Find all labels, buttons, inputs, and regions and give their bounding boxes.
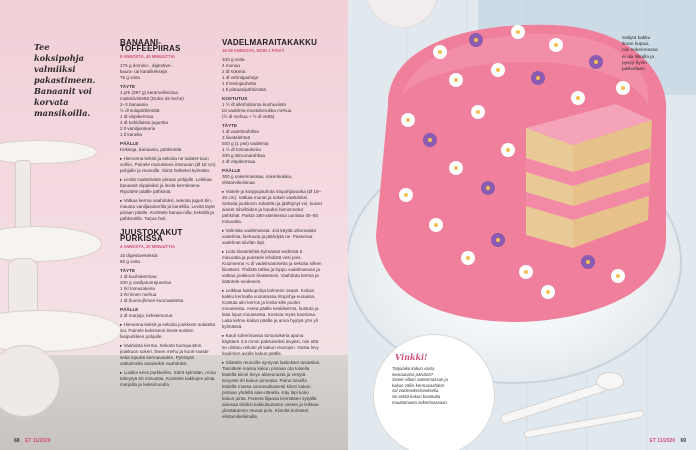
flower-center	[434, 223, 438, 227]
tip-text	[392, 366, 462, 405]
flower-center	[404, 193, 408, 197]
recipe-column-1	[120, 40, 218, 388]
flower-center	[406, 118, 410, 122]
section-label: TÄYTE	[222, 123, 238, 128]
cake-stand-stem-middle	[8, 258, 38, 318]
flower-center	[496, 68, 500, 72]
ingredient: ½ dl sulapähkinöitä	[120, 108, 160, 113]
intro-line: valmiiksi	[34, 64, 76, 74]
ingredient: 1 dl kuohukermaa	[120, 274, 157, 279]
flower-center	[476, 110, 480, 114]
ingredient: 10 digestivekeksiä	[120, 253, 158, 258]
page-number: 69	[680, 438, 686, 444]
flower-center	[474, 38, 478, 42]
ingredient: 300 g sokerimassaa, sokerikukkia,	[222, 174, 293, 179]
section-label: PÄÄLLE	[120, 141, 139, 146]
ingredient: 1 prk (397 g) karamellisoitua	[120, 90, 178, 95]
flower-center	[621, 86, 625, 90]
tip-line: sal voidesokeriseoksella.	[392, 388, 440, 394]
recipe-title: JUUSTOKAKUT PURKISSA	[120, 228, 183, 243]
intro-line: Banaanit voi	[34, 86, 92, 96]
flower-center	[616, 274, 620, 278]
page-footer-right	[649, 438, 686, 444]
step: ▸ Lusikoi seos purkkeihin. Siirrä kylmään. Anna tekeytyä 60 minuuttia. Koristele kakkujen pinta marjoilla ja keksimurulla.	[120, 370, 216, 387]
ingredient: (½ dl mehua + ½ dl vettä)	[222, 114, 275, 119]
ingredient: 1 tl kanelia	[120, 132, 142, 137]
ingredient: 50 g voita	[120, 259, 140, 264]
ingredient: 2 tl vaniljasokeria	[120, 126, 156, 131]
step: ▸ Silottele reunoille syntyvät laskokset tasaisiksi. Tasoittele massa kakun pintaan ota toisella kädellä kiinni levyn alareunasta ja venytä kevyesti irti kakun pinnasta. Paina toisella kädellä massa samanaikaisesti kiinni kakun pintaan yhdellä alas-otteella. Käy läpi koko kakun pinta. Paineta liijaosa kiinnittäen syrjällä alaosaa tiiviiksi kakkulautasen vasten ja leikkaa ylimääräinen reunat pois. Kiinnitä koristeet elintarvikeliimalla.	[222, 360, 321, 419]
tip-line: Tarjoiaiko kakun vasta	[392, 366, 435, 371]
step: ▸ Leikkaa kakkupohja kolmeen osaan. Kokoa kakku kermalla vuoratussa irtopohja-vuoassa. Kostuta alin kerros ja levitä sille puolet moussesta. Aseta päälle keskikerros, kostuta ja laita loput moussesta. Kostuta myös kansiosa. Laita kelmu kakun päälle ja anna hyytyä yön yli kylmässä.	[222, 288, 319, 329]
intro-script	[34, 42, 96, 119]
ingredient: 3 rkl limen mehua	[120, 292, 157, 297]
flower-center	[536, 76, 540, 80]
ingredient: 4 munaa	[222, 63, 240, 68]
flower-center	[594, 60, 598, 64]
flower-center	[506, 148, 510, 152]
cake-cut-face-left	[526, 128, 573, 248]
cake-stand-stem-top	[15, 160, 31, 232]
ingredient: 1 dl vispikermaa	[120, 114, 154, 119]
ingredient: 1 ½ dl alkoholitonta kuohuviiniä	[222, 102, 286, 107]
ingredient: 100 g voita	[222, 57, 245, 62]
recipe-meta: 4 ANNOSTA, 30 MINUUTTIA	[120, 244, 175, 249]
recipe-title: VADELMARAITAKAKKU	[222, 38, 318, 47]
section-label: PÄÄLLE	[222, 168, 241, 173]
recipe-title: BANAANI-TOFFEEPIIRAS	[120, 38, 181, 53]
page-number: 68	[14, 438, 20, 444]
step: ▸ KaulI sokerimassa tomusokeria apuna käyttäen 2,5 mmin paksuiseksi levyksi, niin että se ulottuu reilusti yli kakun reunojen. Nosta levy kaulimen avulla kakun päälle.	[222, 333, 319, 356]
ingredient: 1 dl (luomu)limen kuorraastetta	[120, 298, 184, 303]
step: ▸ Hienonna keksit ja sekoita ne sulatet-tuun voihin. Painele murusseos irtovuoan (Ø 18 cm) pohjalle ja reunoille. Siirrä hetkeksi kylmään.	[120, 156, 216, 173]
ingredient: 2 dl turkkilaista jogurttia	[120, 120, 169, 125]
spoon-bowl	[596, 372, 624, 390]
caption-line: niin sokerimassa	[622, 48, 658, 54]
tip-line: seuraavana päivänä?	[392, 371, 434, 377]
ingredient: 1 ½ dl tomusokeria	[222, 147, 261, 152]
step: ▸ Vatkaa kerma vaahdoksi, sekoita jogurt-tiin, mausta vaniljasokerilla ja kanelilla. Levitä täyte piiraan päälle. Koristele banaa-nilla, keksillä ja pähkinöillä. Tarjoa heti.	[120, 198, 215, 221]
ingredient: tai vadelma-mustaherukka mehua	[222, 108, 292, 113]
step: ▸ Liota liivatelehtiä kylmässä vedessä 5 minuuttia ja puristele lehdistä vesi pois. Kuumenna ¼ dl vadelmasosetta ja sekoita siihen liivatteet. Yhdistä rahka ja loppu vadelmasose ja vatkaa joukkoon liivateseos. Vaahdota kerma ja kääntele seokseen.	[222, 249, 322, 284]
tip-line: kakun väliin kermavaahdon	[392, 382, 445, 388]
caption-line: ilman kupua,	[622, 42, 650, 48]
caption-line: ei ala liikoilla ja	[622, 54, 654, 60]
ingredient: maitotiivistettä (Dulce de leche)	[120, 96, 184, 101]
flower-center	[576, 96, 580, 100]
section-label: TÄYTE	[120, 84, 136, 89]
intro-line: pakastimeen.	[34, 75, 96, 85]
flower-center	[466, 256, 470, 260]
tip-line: Se estää kakun kosteutta	[392, 393, 441, 399]
tip-line: Sivele silloin sokerimassan ja	[392, 377, 448, 383]
ingredient: 1 dl vehnäjauhoja	[222, 75, 259, 80]
tip-line: muuttumasta sokerimassaan.	[392, 399, 449, 405]
flower-center	[454, 78, 458, 82]
ingredient: elintarvikeliimaa	[222, 180, 255, 185]
flower-center	[554, 43, 558, 47]
step: ▸ Vaahdota kerma. Sekoita tuorejuuston joukkoon sokeri, limen mehu ja kuori-raaste sekä lopuksi kermavaahto. Pyöräytä vatkaimella tasaiseksi vaahdoksi.	[120, 343, 209, 366]
step: ▸ Levitä maitotiiviste piiraan pohjalle. Leikkaa banaanit viipaleiksi ja levitä kerroksena. Ripottele päälle pähkinät.	[120, 177, 212, 194]
ingredient: 1 tl leivinjauhetta	[222, 81, 257, 86]
flower-center	[516, 30, 520, 34]
recipe-column-2	[222, 40, 322, 420]
step: ▸ Hienonna keksit ja sekoita joukkoon sulatettu voi. Painele keksiseos leveä-suisten lasipurkkien pohjalle.	[120, 322, 216, 339]
flower-center	[546, 290, 550, 294]
magazine-name: ET 11/2020	[649, 438, 676, 444]
section-label: PÄÄLLE	[120, 307, 139, 312]
ingredient: 2 dl marjoja, kekseimurua	[120, 313, 173, 318]
intro-line: Tee koksipohja	[34, 42, 84, 63]
step: ▸ Valmista vadelmarata. Jos käytät ulkomaista vadelmia, kiehauta ja jäähdytä ne. Paseeraa vadelmat siivilän läpi.	[222, 228, 316, 245]
tip-title: Vinkki!	[395, 352, 428, 362]
section-label: KOSTUTUS	[222, 96, 248, 101]
flower-center	[586, 260, 590, 264]
ingredient: 200 g sitruunarahkaa	[222, 153, 266, 158]
ingredient: Kekseja, banaania, pähkinöitä	[120, 147, 182, 152]
flower-center	[486, 186, 490, 190]
right-page	[348, 0, 696, 450]
ingredient: 1 rkl tomusokeria	[120, 286, 155, 291]
recipe-meta: 16-18 ANNOSTA, NOIN 1 PÄIVÄ	[222, 48, 285, 53]
ingredient: kaura- tai karalikeksejä	[120, 69, 167, 74]
flower-center	[428, 138, 432, 142]
caption-line: paikoillaan.	[622, 67, 647, 73]
ingredient: 1 dl vadelmahilloa	[222, 129, 259, 134]
photo-caption	[622, 36, 690, 73]
ingredient: 3 liivatelehteä	[222, 135, 251, 140]
ingredient: 75 g voita	[120, 75, 140, 80]
flower-center	[524, 270, 528, 274]
ingredient: 175 g domino-, digestive-,	[120, 63, 173, 68]
ingredient: 2 dl sokeria	[222, 69, 246, 74]
ingredient: 500 g (1 pss) vadelmia	[222, 141, 269, 146]
caption-line: Säilytä kakku	[622, 36, 651, 41]
recipe-meta: 8 ANNOSTA, 40 MINUUTTIA	[120, 54, 175, 59]
section-label: TÄYTE	[120, 268, 136, 273]
ingredient: 1 tl pistaasipähkinöitä	[222, 87, 266, 92]
flower-center	[496, 238, 500, 242]
ingredient: 2 dl vispikermaa	[222, 159, 256, 164]
ingredient: 200 g vaniljatuorejuustoa	[120, 280, 172, 285]
step: ▸ Voitele ja korppujauhota irtopohjavuoka (Ø 18–20 cm). Vatkaa munat ja sokeri vaahdoksi. Sekoita joukkoon sulatettu ja jäähtynyt voi, kuivat aineet sihvilöiden ja lopuksi hienonnetut pähkinät. Paista 180-asteisessa uunissa 40–50 minuuttia.	[222, 189, 322, 224]
flower-center	[454, 166, 458, 170]
flower-center	[438, 50, 442, 54]
caption-line: pysyy hyvin	[622, 60, 647, 66]
page-footer-left	[14, 438, 51, 444]
magazine-name: ET 11/2020	[24, 438, 51, 444]
ingredient: 2–3 banaania	[120, 102, 148, 107]
intro-line: korvata mansikoilla.	[34, 97, 91, 118]
